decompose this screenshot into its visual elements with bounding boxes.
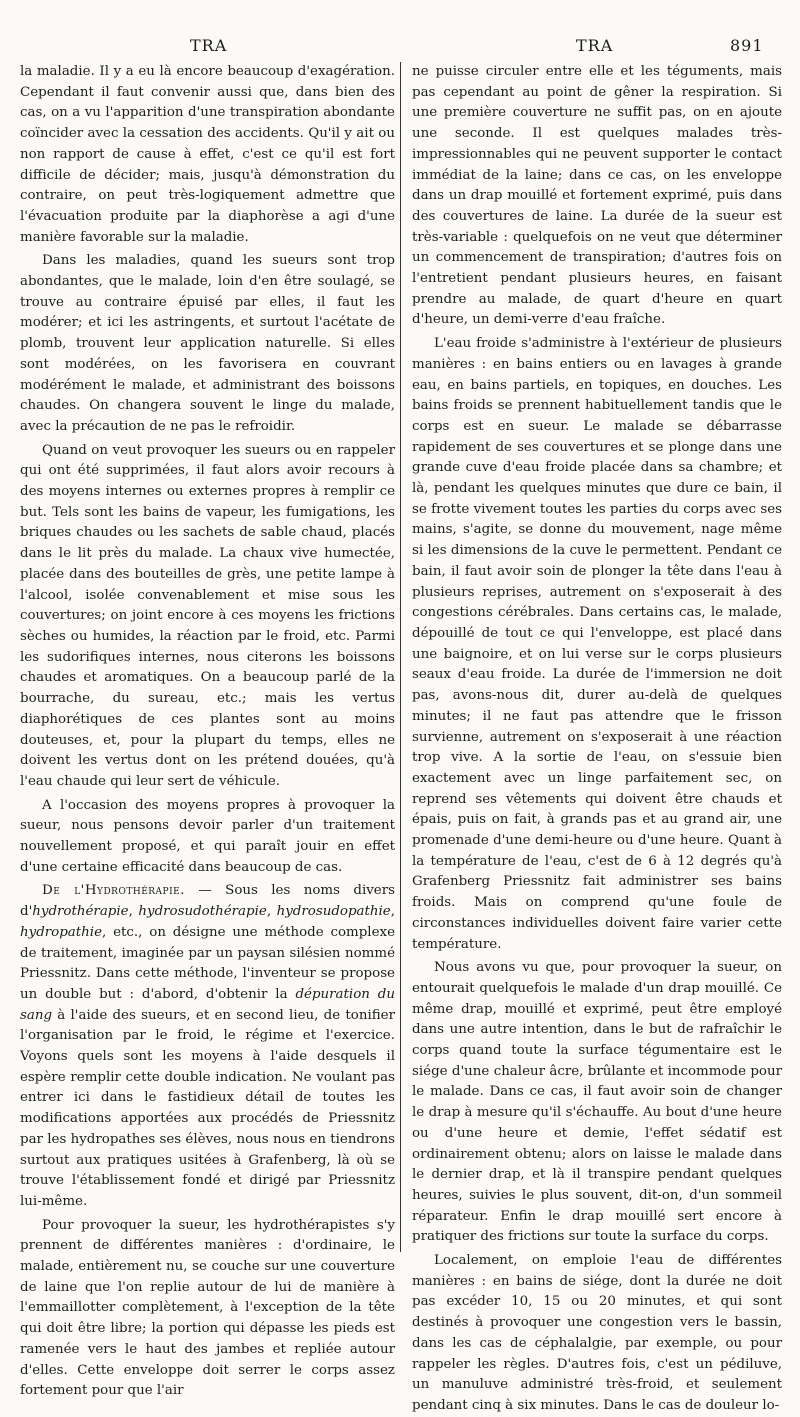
left-running-head: TRA bbox=[190, 36, 228, 55]
page-number: 891 bbox=[730, 36, 764, 55]
text-run: , bbox=[128, 904, 139, 920]
running-header bbox=[0, 36, 800, 62]
italic-term: hydrosudopathie bbox=[276, 904, 391, 920]
column-divider bbox=[400, 62, 401, 1252]
text-run: , etc., on désigne une méthode complexe de traitement, imaginée par un paysan silésien nommé Priessnitz. Dans cette méthode, l'inventeur se propose un double but : d'abord, d'obtenir la bbox=[20, 924, 395, 1002]
paragraph: Pour provoquer la sueur, les hydrothérapistes s'y prennent de différentes manières : d'ordinaire, le malade, entièrement nu, se couche sur une couverture de laine que l'on replie autour de lui de manière à l'emmaillotter complètement, à l'exception de la tête qui doit être libre; la portion qui dépasse les pieds est ramenée vers le haut des jambes et repliée autour d'elles. Cette enveloppe doit serrer le corps assez fortement pour que l'air bbox=[20, 1217, 395, 1399]
paragraph: Dans les maladies, quand les sueurs sont trop abondantes, que le malade, loin d'en être soulagé, se trouve au contraire épuisé par elles, il faut les modérer; et ici les astringents, et surtout l'acétate de plomb, trouvent leur application naturelle. Si elles sont modérées, on les favorisera en couvrant modérément le malade, et administrant des boissons chaudes. On changera souvent le linge du malade, avec la précaution de ne pas le refroidir. bbox=[20, 253, 395, 434]
paragraph: Nous avons vu que, pour provoquer la sueur, on entourait quelquefois le malade d'un drap mouillé. Ce même drap, mouillé et exprimé, peut être employé dans une autre intention, dans le but de rafraîchir le corps quand toute la surface tégumentaire est le siége d'une chaleur âcre, brûlante et incommode pour le malade. Dans ce cas, il faut avoir soin de changer le drap à mesure qu'il s'échauffe. Au bout d'une heure ou d'une heure et demie, l'effet sédatif est ordinairement obtenu; alors on laisse le malade dans le dernier drap, et là il transpire pendant quelques heures, suivies le plus souvent, dit-on, d'un sommeil réparateur. Enfin le drap mouillé sert encore à pratiquer des frictions sur toute la surface du corps. bbox=[412, 960, 782, 1245]
right-column bbox=[412, 62, 782, 1413]
left-column bbox=[20, 62, 395, 1399]
paragraph: ne puisse circuler entre elle et les téguments, mais pas cependant au point de gêner la respiration. Si une première couverture ne suffit pas, on en ajoute une seconde. Il est quelques malades très-impressionnables qui ne peuvent supporter le contact immédiat de la laine; dans ce cas, on les enveloppe dans un drap mouillé et fortement exprimé, puis dans des couvertures de laine. La durée de la sueur est très-variable : quelquefois on ne veut que déterminer un commencement de transpiration; d'autres fois on l'entretient pendant plusieurs heures, en faisant prendre au malade, de quart d'heure en quart d'heure, un demi-verre d'eau fraîche. bbox=[412, 64, 782, 328]
paragraph: la maladie. Il y a eu là encore beaucoup d'exagération. Cependant il faut convenir aussi que, dans bien des cas, on a vu l'apparition d'une transpiration abondante coïncider avec la cessation des accidents. Qu'il y ait ou non rapport de cause à effet, c'est ce qu'il est fort difficile de décider; mais, jusqu'à démonstration du contraire, on peut très-logiquement admettre que l'évacuation produite par la diaphorèse a agi d'une manière favorable sur la maladie. bbox=[20, 64, 395, 245]
italic-term: dépuration du sang bbox=[20, 986, 395, 1023]
section-heading: De l'Hydrothérapie. bbox=[42, 883, 185, 899]
italic-term: hydrosudothérapie bbox=[138, 904, 267, 920]
italic-term: hydrothérapie bbox=[32, 904, 129, 920]
hydrotherapy-paragraph bbox=[20, 881, 395, 1212]
paragraph: L'eau froide s'administre à l'extérieur de plusieurs manières : en bains entiers ou en lavages à grande eau, en bains partiels, en topiques, en douches. Les bains froids se prennent habituellement tandis que le corps est en sueur. Le malade se débarrasse rapidement de ses couvertures et se plonge dans une grande cuve d'eau froide placée dans sa chambre; et là, pendant les quelques minutes que dure ce bain, il se frotte vivement toutes les parties du corps avec ses mains, s'agite, se donne du mouvement, nage même si les dimensions de la cuve le permettent. Pendant ce bain, il faut avoir soin de plonger la tête dans l'eau à plusieurs reprises, autrement on s'exposerait à des congestions cérébrales. Dans certains cas, le malade, dépouillé de tout ce qui l'enveloppe, est placé dans une baignoire, et on lui verse sur le corps plusieurs seaux d'eau froide. La durée de l'immersion ne doit pas, avons-nous dit, durer au-delà de quelques minutes; il ne faut pas attendre que le frisson survienne, autrement on s'exposerait à une réaction trop vive. A la sortie de l'eau, on s'essuie bien exactement avec un linge parfaitement sec, on reprend ses vêtements qui doivent être chauds et épais, puis on fait, à grands pas et au grand air, une promenade d'une demi-heure ou d'une heure. Quant à la température de l'eau, c'est de 6 à 12 degrés qu'à Grafenberg Priessnitz fait administrer ses bains froids. Mais on comprend qu'une foule de circonstances individuelles doivent faire varier cette température. bbox=[412, 336, 782, 952]
text-run: , bbox=[390, 904, 395, 920]
text-run: , bbox=[266, 904, 277, 920]
italic-term: hydropathie bbox=[20, 924, 102, 940]
paragraph: Quand on veut provoquer les sueurs ou en rappeler qui ont été supprimées, il faut alors avoir recours à des moyens internes ou externes propres à remplir ce but. Tels sont les bains de vapeur, les fumigations, les briques chaudes ou les sachets de sable chaud, placés dans le lit près du malade. La chaux vive humectée, placée dans des bouteilles de grès, une petite lampe à l'alcool, isolée convenablement et mise sous les couvertures; on joint encore à ces moyens les frictions sèches ou humides, la réaction par le froid, etc. Parmi les sudorifiques internes, nous citerons les boissons chaudes et aromatiques. On a beaucoup parlé de la bourrache, du sureau, etc.; mais les vertus diaphorétiques de ces plantes sont au moins douteuses, et, pour la plupart du temps, elles ne doivent les vertus dont on les prétend douées, qu'à l'eau chaude qui leur sert de véhicule. bbox=[20, 442, 395, 789]
paragraph: A l'occasion des moyens propres à provoquer la sueur, nous pensons devoir parler d'un traitement nouvellement proposé, et qui paraît jouir en effet d'une certaine efficacité dans beaucoup de cas. bbox=[20, 797, 395, 875]
text-run: à l'aide des sueurs, et en second lieu, de tonifier l'organisation par le froid, le régime et l'exercice. Voyons quels sont les moyens à l'aide desquels il espère remplir cette double indication. Ne voulant pas entrer ici dans le fastidieux détail de toutes les modifications apportées aux procédés de Priessnitz par les hydropathes ses élèves, nous nous en tiendrons surtout aux pratiques usitées à Grafenberg, là où se trouve l'établissement fondé et dirigé par Priessnitz lui-même. bbox=[20, 1007, 395, 1209]
right-running-head: TRA bbox=[576, 36, 614, 55]
paragraph: Localement, on emploie l'eau de différentes manières : en bains de siége, dont la durée ne doit pas excéder 10, 15 ou 20 minutes, et qui sont destinés à provoquer une congestion vers le bassin, dans les cas de céphalalgie, par exemple, ou pour rappeler les règles. D'autres fois, c'est un pédiluve, un manuluve administré très-froid, et seulement pendant cinq à six minutes. Dans le cas de douleur lo- bbox=[412, 1253, 782, 1413]
text-run: — Sous les noms divers d' bbox=[20, 883, 395, 920]
